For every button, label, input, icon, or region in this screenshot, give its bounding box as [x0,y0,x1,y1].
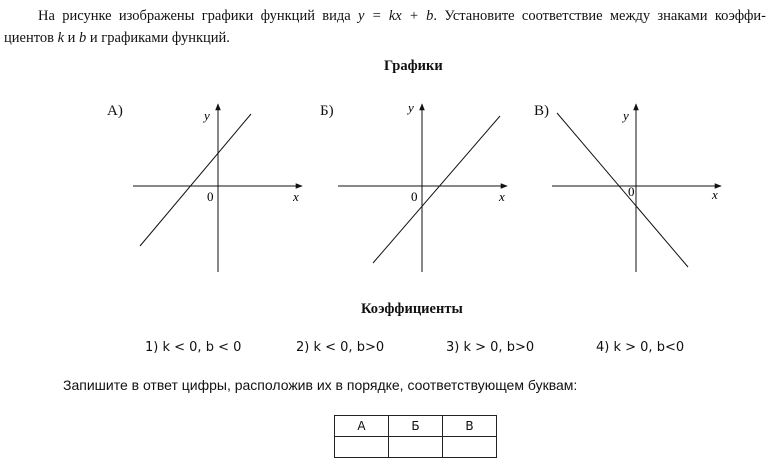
intro-text-start: На рисунке изображены графики функций вида [38,8,359,24]
answer-header-b: Б [389,416,443,437]
option-3: 3) k > 0, b>0 [446,340,535,355]
graph-v-x-label: x [712,187,718,202]
answer-header-a: А [335,416,389,437]
graph-a [133,104,302,272]
answer-cell-b[interactable] [389,437,443,458]
graph-b-x-label: x [499,189,505,204]
graph-v-origin: 0 [628,184,635,199]
graph-v-y-label: y [623,108,629,123]
graph-a-x-label: x [293,189,299,204]
graph-a-origin: 0 [207,189,214,204]
intro-text-and: и [64,30,80,46]
graph-a-y-label: y [204,108,210,123]
answer-header-row [335,416,497,437]
graph-a-line [140,114,251,246]
var-b: b [79,30,87,46]
graph-v-line [557,113,688,267]
answer-input-row [335,437,497,458]
graph-b [338,100,507,272]
answer-header-v: В [443,416,497,437]
option-4: 4) k > 0, b<0 [596,340,685,355]
graph-b-y-label: y [408,100,414,115]
option-1: 1) k < 0, b < 0 [145,340,242,355]
graph-b-line [373,116,500,263]
answer-table [334,415,497,458]
option-2: 2) k < 0, b>0 [296,340,385,355]
graph-v [552,104,721,272]
coefficients-title: Коэффициенты [361,301,463,317]
graph-label-v: В) [534,103,549,119]
intro-text-end: . Установите соответствие между знаками коэффи- [433,8,767,24]
answer-cell-a[interactable] [335,437,389,458]
graph-label-b: Б) [320,103,334,119]
var-k: k [57,30,65,46]
formula: y = kx + b [358,8,434,24]
graph-b-origin: 0 [411,189,418,204]
intro-text-coef: циентов [4,30,58,46]
answer-cell-v[interactable] [443,437,497,458]
intro-text-graphs: и графиками функций. [86,30,230,46]
graphs-title: Графики [384,58,443,74]
instruction-text: Запишите в ответ цифры, расположив их в порядке, соответствующем буквам: [63,377,578,393]
graph-label-a: А) [107,103,123,119]
